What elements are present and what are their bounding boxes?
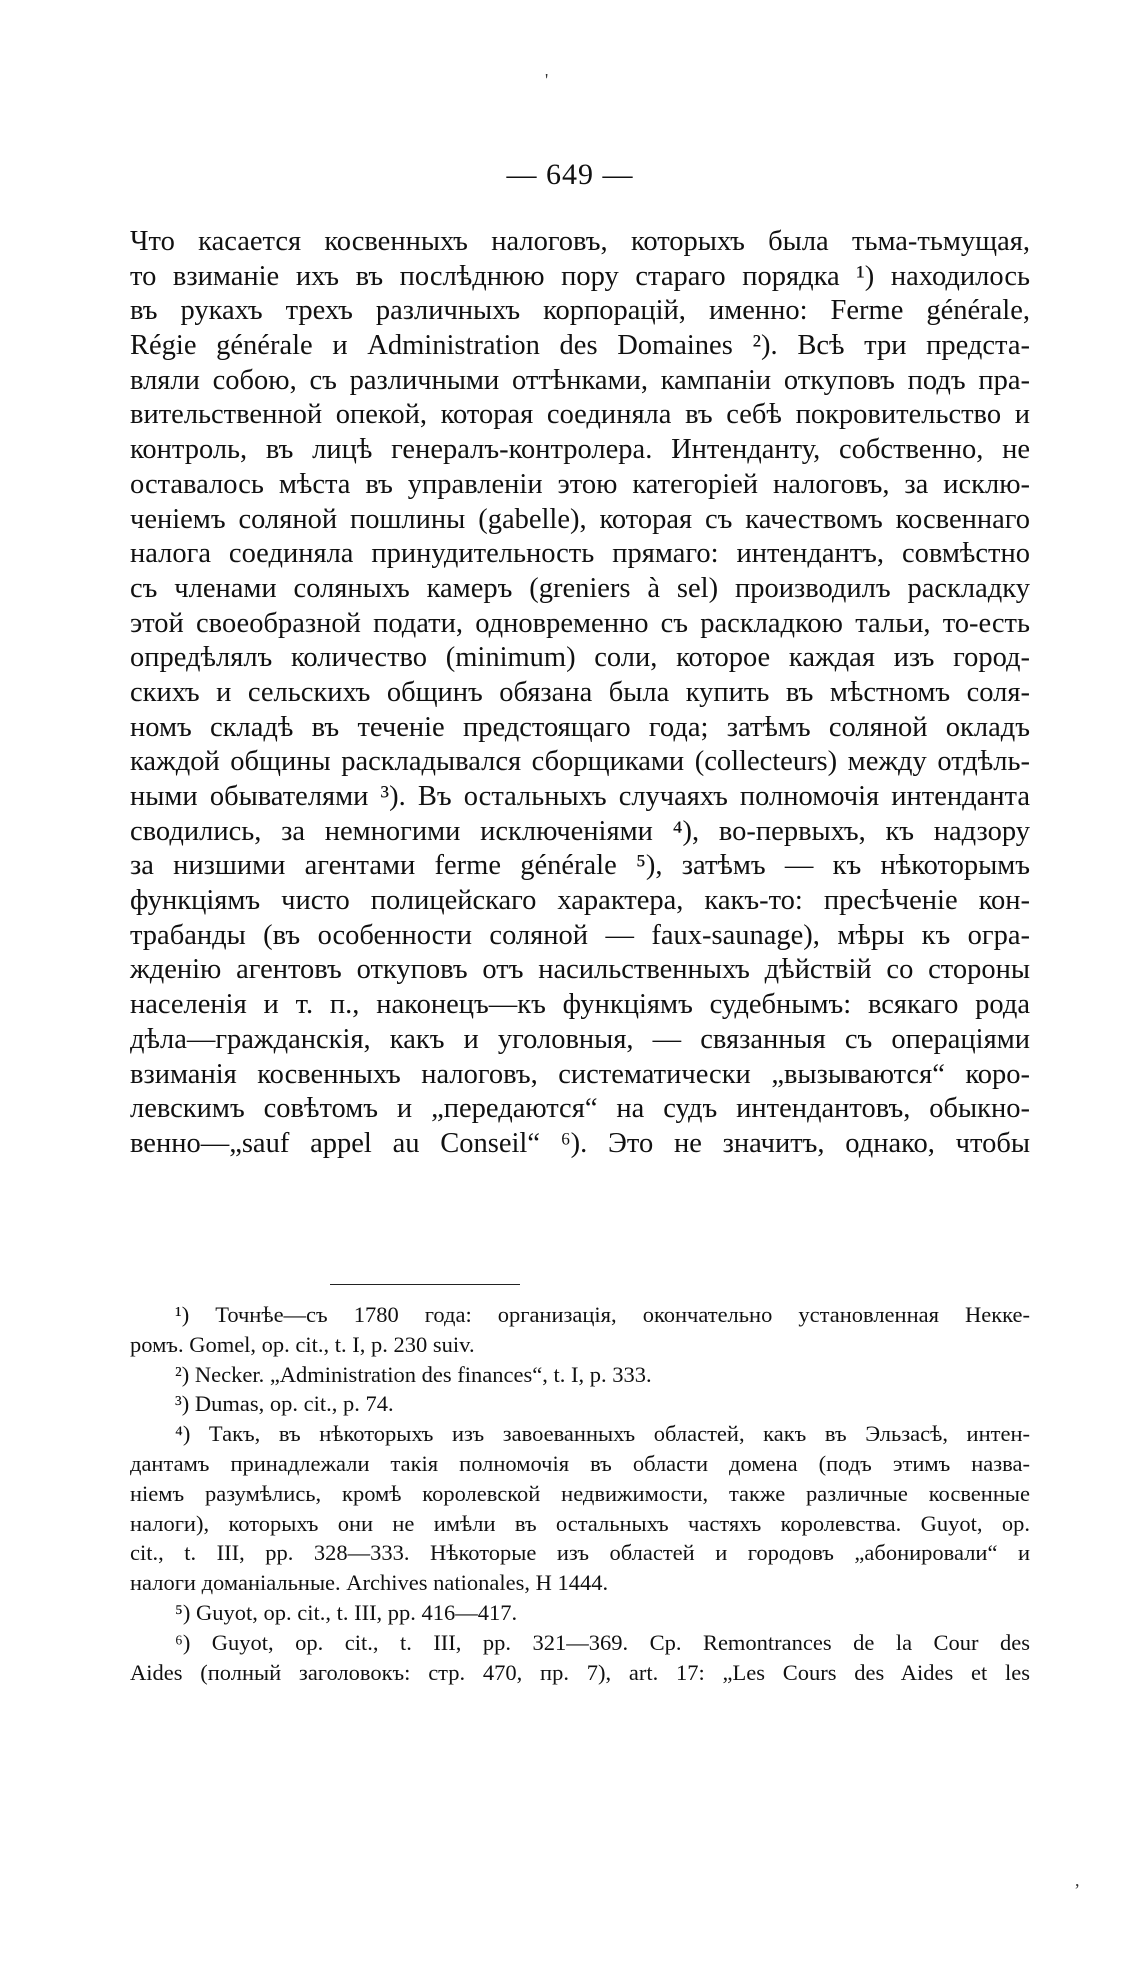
text-line: ными обывателями ³). Въ остальныхъ случаяхъ полномочія интенданта	[130, 781, 1030, 812]
footnote-line: ніемъ разумѣлись, кромѣ королевской недвижимости, также различные косвенные	[130, 1480, 1030, 1506]
text-line: за низшими агентами ferme générale ⁵), затѣмъ — къ нѣкоторымъ	[130, 850, 1030, 882]
footnote-line: ромъ. Gomel, op. cit., t. I, p. 230 suiv.	[130, 1331, 475, 1357]
footnote-line: ⁵) Guyot, op. cit., t. III, pp. 416—417.	[175, 1599, 518, 1625]
text-line: трабанды (въ особенности соляной — faux-saunage), мѣры къ огра-	[130, 919, 1030, 951]
text-line: каждой общины раскладывался сборщиками (collecteurs) между отдѣль-	[130, 746, 1030, 778]
text-line: то взиманіе ихъ въ послѣднюю пору стараго порядка ¹) находилось	[130, 260, 1030, 292]
text-line: взиманія косвенныхъ налоговъ, систематически „вызываются“ коро-	[130, 1058, 1030, 1090]
main-text	[130, 225, 1030, 1162]
text-line: скихъ и сельскихъ общинъ обязана была купить въ мѣстномъ соля-	[130, 676, 1030, 708]
text-line: съ членами соляныхъ камеръ (greniers à sel) производилъ раскладку	[130, 572, 1030, 604]
text-line: вительственной опекой, которая соединяла въ себѣ покровительство и	[130, 399, 1030, 431]
text-line: контроль, въ лицѣ генералъ-контролера. Интенданту, собственно, не	[130, 434, 1030, 466]
text-line: ченіемъ соляной пошлины (gabelle), которая съ качествомъ косвеннаго	[130, 503, 1030, 535]
text-line: оставалось мѣста въ управленіи этою категоріей налоговъ, за исклю-	[130, 468, 1030, 500]
text-line: венно—„sauf appel au Conseil“ ⁶). Это не значитъ, однако, чтобы	[130, 1127, 1030, 1159]
text-line: въ рукахъ трехъ различныхъ корпорацій, именно: Ferme générale,	[130, 295, 1030, 327]
page-number: — 649 —	[506, 158, 634, 191]
footnote-line: cit., t. III, pp. 328—333. Нѣкоторые изъ областей и городовъ „абонировали“ и	[130, 1540, 1030, 1566]
text-line: дѣла—гражданскія, какъ и уголовныя, — связанныя съ операціями	[130, 1023, 1030, 1055]
stray-mark: ,	[1075, 1870, 1080, 1890]
text-line: Régie générale и Administration des Domaines ²). Всѣ три предста-	[130, 330, 1030, 362]
text-line: вляли собою, съ различными оттѣнками, кампаніи откуповъ подъ пра-	[130, 364, 1030, 396]
text-line: Что касается косвенныхъ налоговъ, которыхъ была тьма-тьмущая,	[130, 226, 1030, 257]
footnote-line: ³) Dumas, op. cit., p. 74.	[175, 1391, 394, 1417]
footnote-line: ⁴) Такъ, въ нѣкоторыхъ изъ завоеванныхъ областей, какъ въ Эльзасѣ, интен-	[175, 1421, 1030, 1447]
text-line: жденію агентовъ откуповъ отъ насильственныхъ дѣйствій со стороны	[130, 954, 1030, 986]
stray-mark: '	[545, 70, 549, 90]
footnote-line: налоги), которыхъ они не имѣли въ остальныхъ частяхъ королевства. Guyot, op.	[130, 1510, 1030, 1536]
text-line: функціямъ чисто полицейскаго характера, какъ-то: пресѣченіе кон-	[130, 885, 1030, 917]
footnote-line: Aides (полный заголовокъ: стр. 470, пр. 7), art. 17: „Les Cours des Aides et les	[130, 1659, 1030, 1685]
footnote-line: дантамъ принадлежали такія полномочія въ области домена (подъ этимъ назва-	[130, 1450, 1030, 1476]
footnote-line: ⁶) Guyot, op. cit., t. III, pp. 321—369. Cp. Remontrances de la Cour des	[175, 1629, 1030, 1655]
footnote-divider	[330, 1284, 520, 1285]
footnote-line: ²) Necker. „Administration des finances“, t. I, p. 333.	[175, 1361, 652, 1387]
text-line: левскимъ совѣтомъ и „передаются“ на судъ интендантовъ, обыкно-	[130, 1093, 1030, 1125]
footnote-line: налоги доманіальные. Archives nationales, H 1444.	[130, 1570, 609, 1596]
text-line: опредѣлялъ количество (minimum) соли, которое каждая изъ город-	[130, 642, 1030, 674]
text-line: номъ складѣ въ теченіе предстоящаго года; затѣмъ соляной окладъ	[130, 711, 1030, 743]
text-line: этой своеобразной подати, одновременно съ раскладкою тальи, то-есть	[130, 607, 1030, 639]
text-line: сводились, за немногими исключеніями ⁴), во-первыхъ, къ надзору	[130, 815, 1030, 847]
text-line: населенія и т. п., наконецъ—къ функціямъ судебнымъ: всякаго рода	[130, 989, 1030, 1021]
footnote-line: ¹) Точнѣе—съ 1780 года: организація, окончательно установленная Некке-	[175, 1302, 1030, 1327]
text-line: налога соединяла принудительность прямаго: интендантъ, совмѣстно	[130, 538, 1030, 570]
footnotes	[130, 1300, 1030, 1687]
